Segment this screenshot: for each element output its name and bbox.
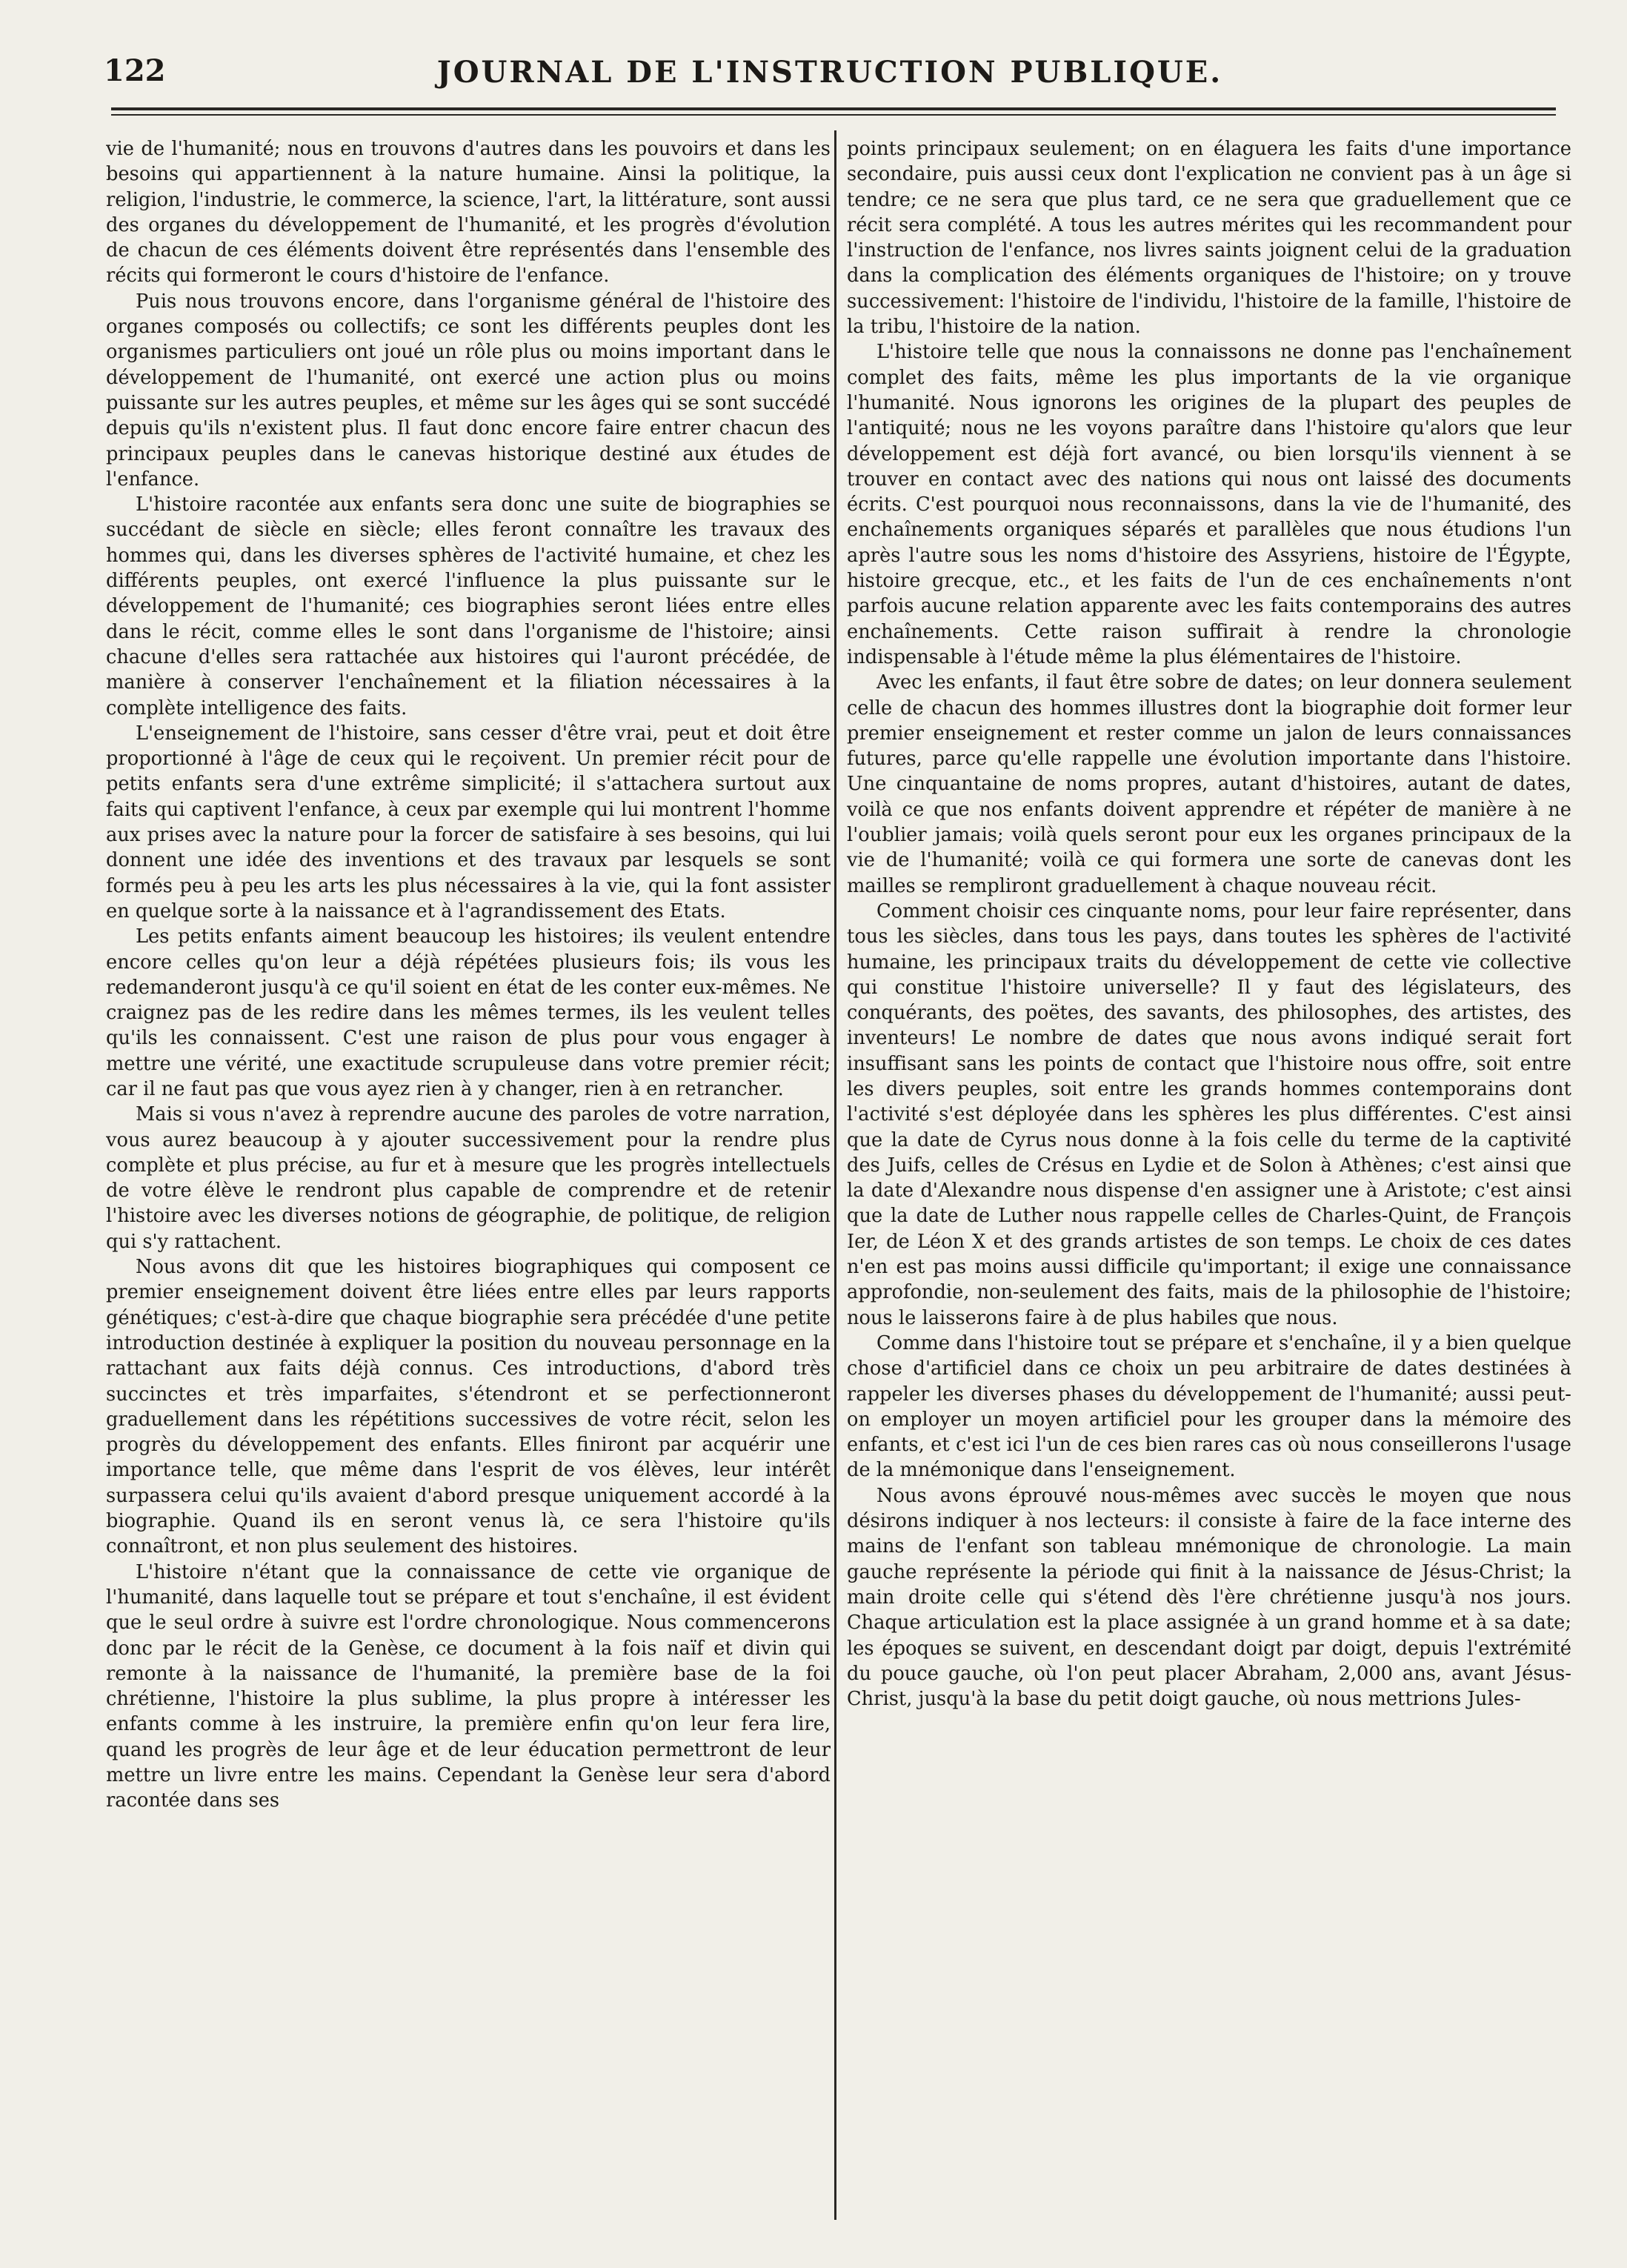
- paragraph: vie de l'humanité; nous en trouvons d'autres dans les pouvoirs et dans les besoins qui appartiennent à la nature humaine. Ainsi la politique, la religion, l'industrie, le commerce, la science, l'art, la littérature, sont aussi des organes du développement de l'humanité, et les progrès d'évolution de chacun de ces éléments doivent être représentés dans l'ensemble des récits qui formeront le cours d'histoire de l'enfance.: [106, 138, 831, 287]
- column-divider: [834, 130, 836, 2220]
- paragraph: Mais si vous n'avez à reprendre aucune des paroles de votre narration, vous aurez beaucoup à y ajouter successivement pour la rendre plus complète et plus précise, au fur et à mesure que les progrès intellectuels de votre élève le rendront plus capable de comprendre et de retenir l'histoire avec les diverses notions de géographie, de politique, de religion qui s'y rattachent.: [106, 1103, 831, 1253]
- journal-title: JOURNAL DE L'INSTRUCTION PUBLIQUE.: [436, 55, 1223, 90]
- paragraph: Comme dans l'histoire tout se prépare et s'enchaîne, il y a bien quelque chose d'artificiel dans ce choix un peu arbitraire de dates destinées à rappeler les diverses phases du développement de l'humanité; aussi peut-on employer un moyen artificiel pour les grouper dans la mémoire des enfants, et c'est ici l'un de ces bien rares cas où nous conseillerons l'usage de la mnémonique dans l'enseignement.: [847, 1331, 1571, 1482]
- paragraph: Les petits enfants aiment beaucoup les histoires; ils veulent entendre encore celles qu'on leur a déjà répétées plusieurs fois; ils vous les redemanderont jusqu'à ce qu'il soient en état de les conter eux-mêmes. Ne craignez pas de les redire dans les mêmes termes, ils les veulent telles qu'ils les connaissent. C'est une raison de plus pour vous engager à mettre une vérité, une exactitude scrupuleuse dans votre premier récit; car il ne faut pas que vous ayez rien à y changer, rien à en retrancher.: [106, 925, 831, 1100]
- header-rule-thin: [111, 114, 1556, 116]
- paragraph: Comment choisir ces cinquante noms, pour leur faire représenter, dans tous les siècles, dans tous les pays, dans toutes les sphères de l'activité humaine, les principaux traits du développement de cette vie collective qui constitue l'histoire universelle? Il y faut des législateurs, des conquérants, des poëtes, des savants, des philosophes, des artistes, des inventeurs! Le nombre de dates que nous avons indiqué serait fort insuffisant sans les points de contact que l'histoire nous offre, soit entre les divers peuples, soit entre les grands hommes contemporains dont l'activité s'est déployée dans les sphères les plus différentes. C'est ainsi que la date de Cyrus nous donne à la fois celle du terme de la captivité des Juifs, celles de Crésus en Lydie et de Solon à Athènes; c'est ainsi que la date d'Alexandre nous dispense d'en assigner une à Aristote; c'est ainsi que la date de Luther nous rappelle celles de Charles-Quint, de François Ier, de Léon X et des grands artistes de son temps. Le choix de ces dates n'en est pas moins aussi difficile qu'important; il exige une connaissance approfondie, non-seulement des faits, mais de la philosophie de l'histoire; nous le laisserons faire à de plus habiles que nous.: [847, 899, 1571, 1329]
- paragraph: L'histoire n'étant que la connaissance de cette vie organique de l'humanité, dans laquelle tout se prépare et tout s'enchaîne, il est évident que le seul ordre à suivre est l'ordre chronologique. Nous commencerons donc par le récit de la Genèse, ce document à la fois naïf et divin qui remonte à la naissance de l'humanité, la première base de la foi chrétienne, l'histoire la plus sublime, la plus propre à intéresser les enfants comme à les instruire, la première enfin qu'on leur fera lire, quand les progrès de leur âge et de leur éducation permettront de leur mettre un livre entre les mains. Cependant la Genèse leur sera d'abord racontée dans ses: [106, 1560, 831, 1812]
- paragraph: points principaux seulement; on en élaguera les faits d'une importance secondaire, puis aussi ceux dont l'explication ne convient pas à un âge si tendre; ce ne sera que plus tard, ce ne sera que graduellement que ce récit sera complété. A tous les autres mérites qui les recommandent pour l'instruction de l'enfance, nos livres saints joignent celui de la graduation dans la complication des éléments organiques de l'histoire; on y trouve successivement: l'histoire de l'individu, l'histoire de la famille, l'histoire de la tribu, l'histoire de la nation.: [847, 138, 1571, 339]
- paragraph: L'histoire telle que nous la connaissons ne donne pas l'enchaînement complet des faits, même les plus importants de la vie organique l'humanité. Nous ignorons les origines de la plupart des peuples de l'antiquité; nous ne les voyons paraître dans l'histoire qu'alors que leur développement est déjà fort avancé, ou bien lorsqu'ils viennent à se trouver en contact avec des nations qui nous ont laissé des documents écrits. C'est pourquoi nous reconnaissons, dans la vie de l'humanité, des enchaînements organiques séparés et parallèles que nous étudions l'un après l'autre sous les noms d'histoire des Assyriens, histoire de l'Égypte, histoire grecque, etc., et les faits de l'un de ces enchaînements n'ont parfois aucune relation apparente avec les faits contemporains des autres enchaînements. Cette raison suffirait à rendre la chronologie indispensable à l'étude même la plus élémentaires de l'histoire.: [847, 341, 1571, 668]
- right-column: [847, 136, 1571, 2211]
- page-number: 122: [104, 53, 166, 88]
- paragraph: Nous avons éprouvé nous-mêmes avec succès le moyen que nous désirons indiquer à nos lecteurs: il consiste à faire de la face interne des mains de l'enfant son tableau mnémonique de chronologie. La main gauche représente la période qui finit à la naissance de Jésus-Christ; la main droite celle qui s'étend dès l'ère chrétienne jusqu'à nos jours. Chaque articulation est la place assignée à un grand homme et à sa date; les époques se suivent, en descendant doigt par doigt, depuis l'extrémité du pouce gauche, où l'on peut placer Abraham, 2,000 ans, avant Jésus-Christ, jusqu'à la base du petit doigt gauche, où nous mettrions Jules-: [847, 1484, 1571, 1711]
- paragraph: Avec les enfants, il faut être sobre de dates; on leur donnera seulement celle de chacun des hommes illustres dont la biographie doit former leur premier enseignement et rester comme un jalon de leurs connaissances futures, parce qu'elle rappelle une évolution importante dans l'histoire. Une cinquantaine de noms propres, autant d'histoires, autant de dates, voilà ce que nos enfants doivent apprendre et répéter de manière à ne l'oublier jamais; voilà quels seront pour eux les organes principaux de la vie de l'humanité; voilà ce qui formera une sorte de canevas dont les mailles se rempliront graduellement à chaque nouveau récit.: [847, 671, 1571, 897]
- paragraph: Puis nous trouvons encore, dans l'organisme général de l'histoire des organes composés ou collectifs; ce sont les différents peuples dont les organismes particuliers ont joué un rôle plus ou moins important dans le développement de l'humanité, ont exercé une action plus ou moins puissante sur les autres peuples, et même sur les âges qui se sont succédé depuis qu'ils n'existent plus. Il faut donc encore faire entrer chacun des principaux peuples dans le canevas historique destiné aux études de l'enfance.: [106, 290, 831, 490]
- left-column: [106, 136, 831, 2211]
- paragraph: L'histoire racontée aux enfants sera donc une suite de biographies se succédant de siècle en siècle; elles feront connaître les travaux des hommes qui, dans les diverses sphères de l'activité humaine, et chez les différents peuples, ont exercé l'influence la plus puissante sur le développement de l'humanité; ces biographies seront liées entre elles dans le récit, comme elles le sont dans l'organisme de l'histoire; ainsi chacune d'elles sera rattachée aux histoires qui l'auront précédée, de manière à conserver l'enchaînement et la filiation nécessaires à la complète intelligence des faits.: [106, 493, 831, 719]
- paragraph: Nous avons dit que les histoires biographiques qui composent ce premier enseignement doivent être liées entre elles par leurs rapports génétiques; c'est-à-dire que chaque biographie sera précédée d'une petite introduction destinée à expliquer la position du nouveau personnage en la rattachant aux faits déjà connus. Ces introductions, d'abord très succinctes et très imparfaites, s'étendront et se perfectionneront graduellement dans les répétitions successives de votre récit, selon les progrès du développement des enfants. Elles finiront par acquérir une importance telle, que même dans l'esprit de vos élèves, leur intérêt surpassera celui qu'ils avaient d'abord presque uniquement accordé à la biographie. Quand ils en seront venus là, ce sera l'histoire qu'ils connaîtront, et non plus seulement des histoires.: [106, 1256, 831, 1558]
- paragraph: L'enseignement de l'histoire, sans cesser d'être vrai, peut et doit être proportionné à l'âge de ceux qui le reçoivent. Un premier récit pour de petits enfants sera d'une extrême simplicité; il s'attachera surtout aux faits qui captivent l'enfance, à ceux par exemple qui lui montrent l'homme aux prises avec la nature pour la forcer de satisfaire à ses besoins, qui lui donnent une idée des inventions et des travaux par lesquels se sont formés peu à peu les arts les plus nécessaires à la vie, qui la font assister en quelque sorte à la naissance et à l'agrandissement des Etats.: [106, 722, 831, 922]
- page-header: [104, 46, 1556, 105]
- header-rule-thick: [111, 107, 1556, 110]
